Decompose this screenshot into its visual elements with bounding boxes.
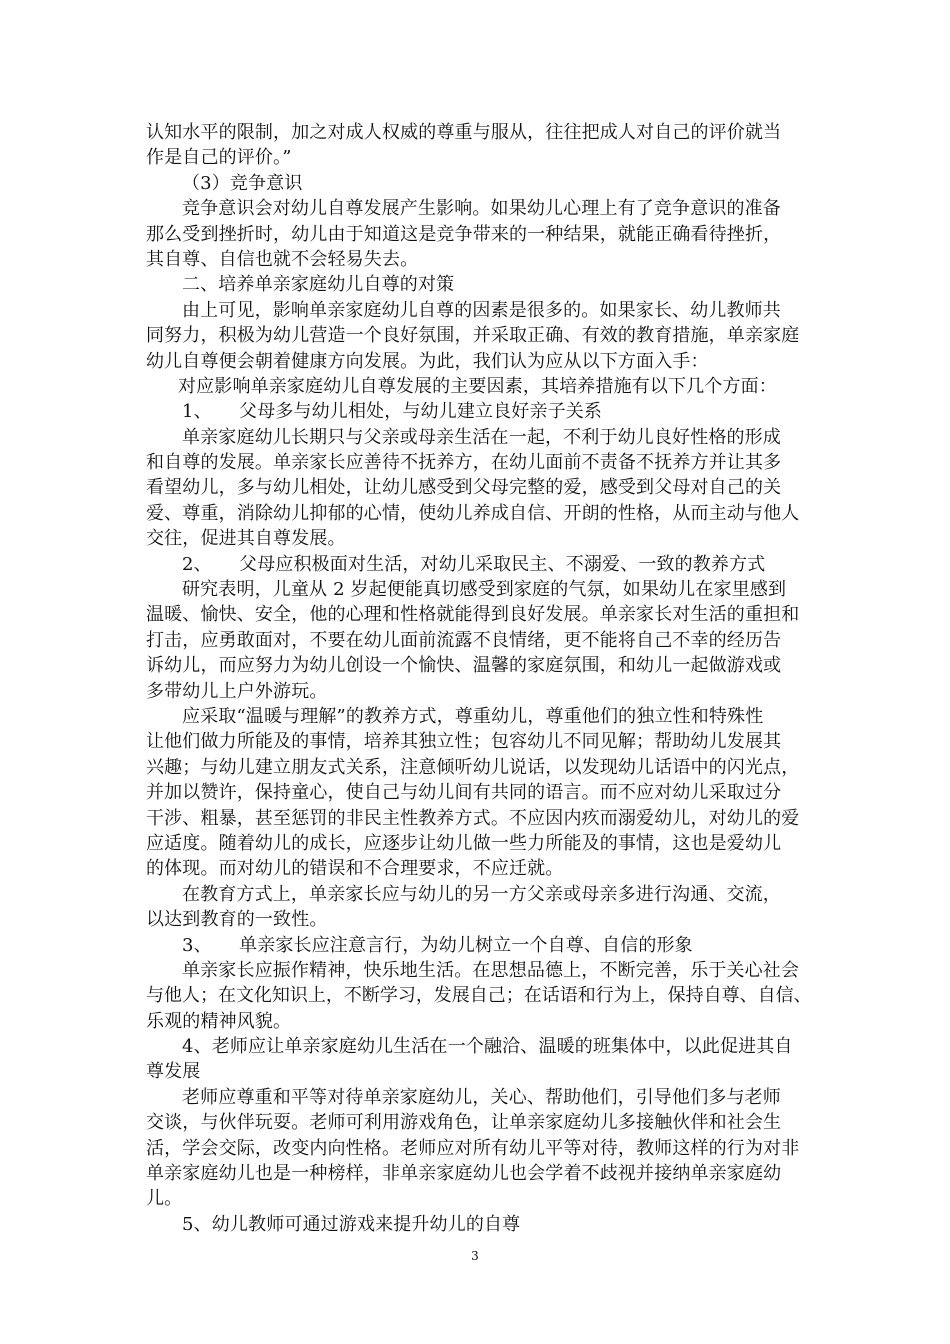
text-line: 在教育方式上，单亲家长应与幼儿的另一方父亲或母亲多进行沟通、交流， (182, 883, 781, 905)
text-line: 交谈，与伙伴玩耍。老师可利用游戏角色，让单亲家庭幼儿多接触伙伴和社会生 (146, 1112, 782, 1134)
text-line: 让他们做力所能及的事情，培养其独立性；包容幼儿不同见解；帮助幼儿发展其 (146, 731, 782, 753)
numbered-heading-5: 5、幼儿教师可通过游戏来提升幼儿的自尊 (182, 1213, 521, 1235)
text-line: 认知水平的限制，加之对成人权威的尊重与服从，往往把成人对自己的评价就当 (146, 122, 782, 143)
text-line: 兴趣；与幼儿建立朋友式关系，注意倾听幼儿说话，以发现幼儿话语中的闪光点， (146, 756, 800, 778)
text-line: 温暖、愉快、安全，他的心理和性格就能得到良好发展。单亲家长对生活的重担和 (146, 604, 800, 626)
text-line: 打击，应勇敢面对，不要在幼儿面前流露不良情绪，更不能将自己不幸的经历告 (146, 629, 782, 651)
text-line: 其自尊、自信也就不会轻易失去。 (146, 248, 419, 270)
text-line: 看望幼儿，多与幼儿相处，让幼儿感受到父母完整的爱，感受到父母对自己的关 (146, 477, 782, 499)
text-line: 并加以赞许，保持童心，使自己与幼儿间有共同的语言。而不应对幼儿采取过分 (146, 782, 782, 804)
text-line: 竞争意识会对幼儿自尊发展产生影响。如果幼儿心理上有了竞争意识的准备 (182, 198, 781, 220)
section-heading: 二、培养单亲家庭幼儿自尊的对策 (182, 274, 455, 296)
text-line: 幼儿自尊便会朝着健康方向发展。为此，我们认为应从以下方面入手： (146, 350, 709, 372)
page-number: 3 (471, 1249, 479, 1263)
text-line: 的体现。而对幼儿的错误和不合理要求，不应迁就。 (146, 858, 564, 880)
text-line: 老师应尊重和平等对待单亲家庭幼儿，关心、帮助他们，引导他们多与老师 (182, 1086, 781, 1108)
text-line: 干涉、粗暴，甚至惩罚的非民主性教养方式。不应因内疚而溺爱幼儿，对幼儿的爱 (146, 807, 800, 829)
text-line: 以达到教育的一致性。 (146, 909, 328, 931)
text-line: 与他人；在文化知识上，不断学习，发展自己；在话语和行为上，保持自尊、自信、 (146, 985, 812, 1007)
numbered-heading-1: 1、 父母多与幼儿相处，与幼儿建立良好亲子关系 (182, 401, 603, 423)
text-line: 对应影响单亲家庭幼儿自尊发展的主要因素，其培养措施有以下几个方面： (178, 375, 777, 397)
text-line: 爱、尊重，消除幼儿抑郁的心情，使幼儿养成自信、开朗的性格，从而主动与他人 (146, 502, 800, 524)
text-line: 和自尊的发展。单亲家长应善待不抚养方，在幼儿面前不责备不抚养方并让其多 (146, 452, 782, 474)
text-line: 单亲家长应振作精神，快乐地生活。在思想品德上，不断完善，乐于关心社会 (182, 959, 800, 981)
text-line: 作是自己的评价。” (146, 147, 292, 169)
text-line: 研究表明，儿童从 2 岁起便能真切感受到家庭的气氛，如果幼儿在家里感到 (182, 579, 787, 601)
text-line: 单亲家庭幼儿长期只与父亲或母亲生活在一起，不利于幼儿良好性格的形成 (182, 426, 781, 448)
text-line: 乐观的精神风貌。 (146, 1010, 292, 1032)
text-line: 多带幼儿上户外游玩。 (146, 680, 328, 702)
text-line: 交往，促进其自尊发展。 (146, 528, 346, 550)
text-line: 由上可见，影响单亲家庭幼儿自尊的因素是很多的。如果家长、幼儿教师共 (182, 299, 781, 321)
section-heading: （3）竞争意识 (182, 172, 303, 194)
text-line: 儿。 (146, 1188, 183, 1210)
text-line: 应采取“温暖与理解”的教养方式，尊重幼儿，尊重他们的独立性和特殊性 (182, 705, 764, 727)
numbered-heading-2: 2、 父母应积极面对生活，对幼儿采取民主、不溺爱、一致的教养方式 (182, 553, 766, 575)
text-line: 活，学会交际，改变内向性格。老师应对所有幼儿平等对待，教师这样的行为对非 (146, 1137, 800, 1159)
numbered-heading-3: 3、 单亲家长应注意言行，为幼儿树立一个自尊、自信的形象 (182, 934, 693, 956)
text-line: 诉幼儿，而应努力为幼儿创设一个愉快、温馨的家庭氛围，和幼儿一起做游戏或 (146, 655, 782, 677)
text-line: 同努力，积极为幼儿营造一个良好氛围，并采取正确、有效的教育措施，单亲家庭 (146, 325, 800, 347)
text-line: 尊发展 (146, 1061, 201, 1083)
text-line: 那么受到挫折时，幼儿由于知道这是竞争带来的一种结果，就能正确看待挫折， (146, 223, 782, 245)
text-line: 应适度。随着幼儿的成长，应逐步让幼儿做一些力所能及的事情，这也是爱幼儿 (146, 832, 782, 854)
document-body (146, 120, 812, 1237)
numbered-heading-4: 4、老师应让单亲家庭幼儿生活在一个融洽、温暖的班集体中，以此促进其自 (182, 1036, 793, 1058)
text-line: 单亲家庭幼儿也是一种榜样，非单亲家庭幼儿也会学着不歧视并接纳单亲家庭幼 (146, 1163, 782, 1185)
